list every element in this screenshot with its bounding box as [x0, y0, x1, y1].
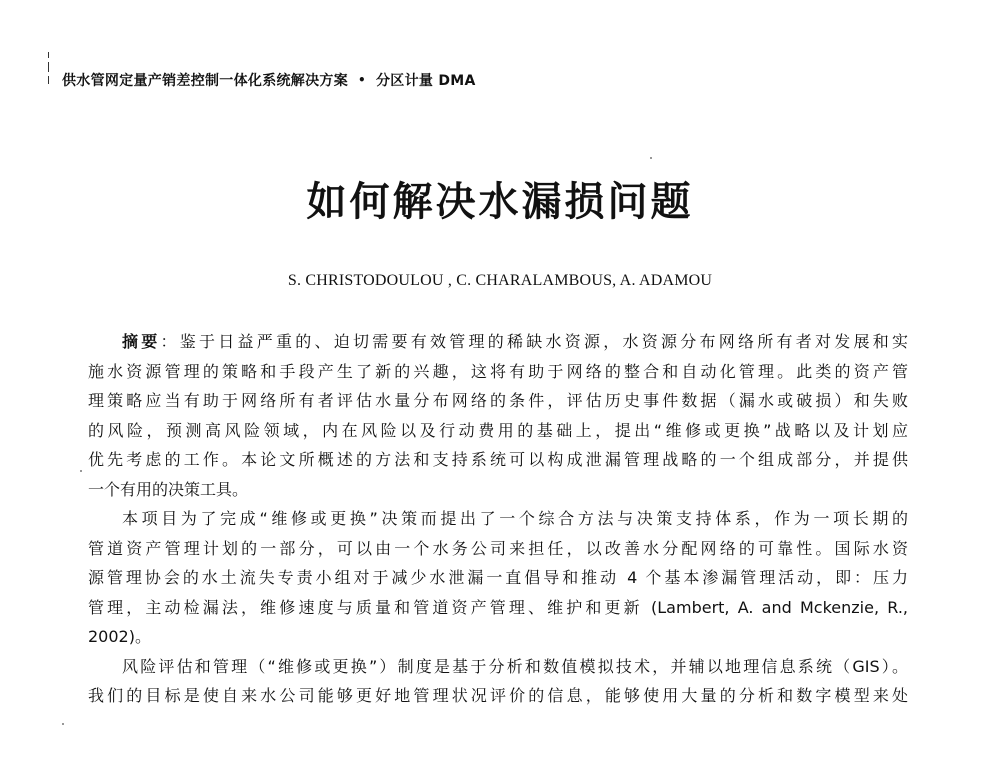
abstract-line: 一个有用的决策工具。: [88, 479, 249, 499]
paragraph-line: 本项目为了完成“维修或更换”决策而提出了一个综合方法与决策支持体系，作为一项长期的: [122, 509, 908, 528]
running-header-title: 供水管网定量产销差控制一体化系统解决方案: [62, 73, 348, 89]
abstract-line: 施水资源管理的策略和手段产生了新的兴趣，这将有助于网络的整合和自动化管理。此类的资产管: [88, 361, 908, 381]
running-header-section: 分区计量 DMA: [375, 73, 476, 89]
scan-speck: [650, 157, 652, 159]
scan-speck: [62, 723, 64, 725]
paragraph-line: 管理，主动检漏法，维修速度与质量和管道资产管理、维护和更新 (Lambert, A. and Mckenzie, R.,: [88, 597, 908, 617]
paragraph-line: 管道资产管理计划的一部分，可以由一个水务公司来担任，以改善水分配网络的可靠性。国际水资: [88, 538, 908, 558]
margin-binding-marks: [46, 52, 52, 86]
paragraph-line: 风险评估和管理（“维修或更换”）制度是基于分析和数值模拟技术，并辅以地理信息系统（GIS）。: [122, 656, 908, 676]
paragraph-line: 源管理协会的水土流失专责小组对于减少水泄漏一直倡导和推动 4 个基本渗漏管理活动，即：压力: [88, 568, 908, 587]
header-separator: •: [358, 73, 366, 87]
scan-speck: [80, 470, 82, 472]
abstract-line: 的风险，预测高风险领域，内在风险以及行动费用的基础上，提出“维修或更换”战略以及计划应: [88, 420, 908, 440]
abstract-line: 摘要：鉴于日益严重的、迫切需要有效管理的稀缺水资源，水资源分布网络所有者对发展和实: [122, 332, 908, 351]
paragraph-line: 我们的目标是使自来水公司能够更好地管理状况评价的信息，能够使用大量的分析和数字模型来处: [88, 686, 908, 705]
article-body: [88, 327, 908, 711]
article-authors: S. CHRISTODOULOU , C. CHARALAMBOUS, A. ADAMOU: [287, 272, 713, 289]
paragraph-line: 2002)。: [88, 627, 151, 646]
article-title: 如何解决水漏损问题: [306, 179, 694, 225]
abstract-line: 优先考虑的工作。本论文所概述的方法和支持系统可以构成泄漏管理战略的一个组成部分，并提供: [88, 450, 908, 469]
abstract-line: 理策略应当有助于网络所有者评估水量分布网络的条件，评估历史事件数据（漏水或破损）和失败: [88, 391, 908, 410]
abstract-label: 摘要: [122, 332, 161, 351]
running-header: [62, 70, 476, 90]
